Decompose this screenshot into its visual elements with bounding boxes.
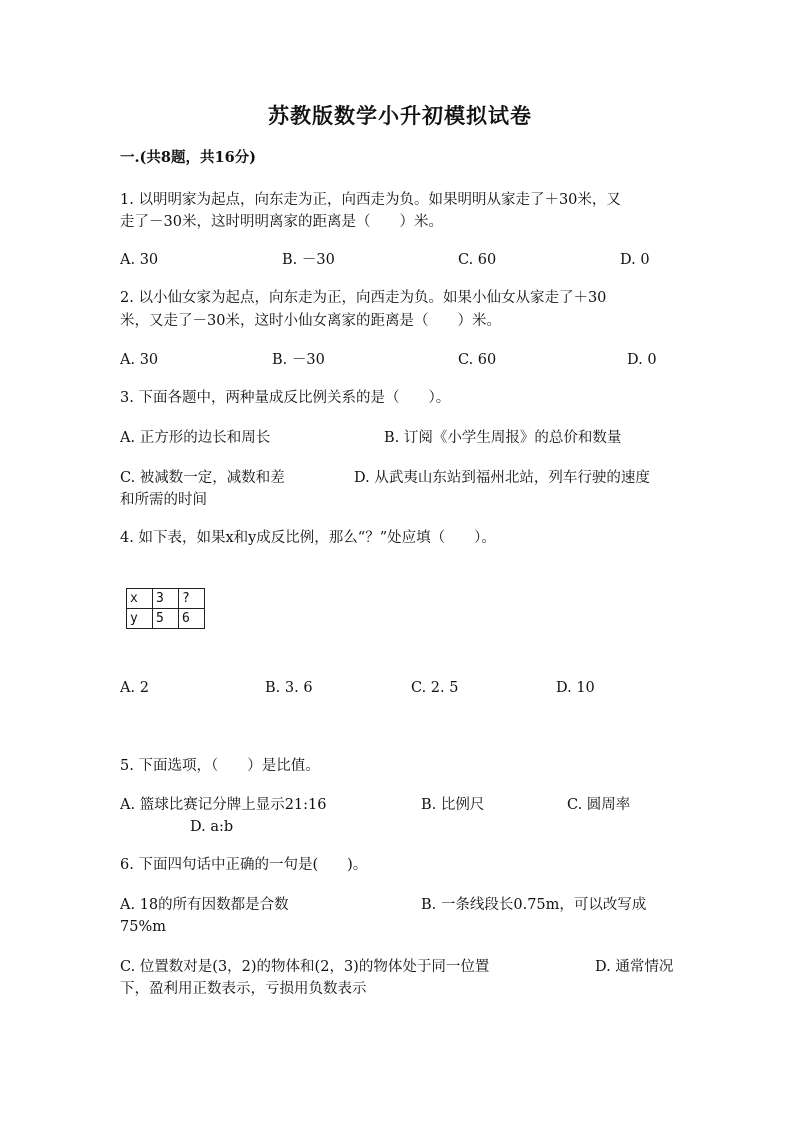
q3-stem: 3. 下面各题中，两种量成反比例关系的是（ ）。 bbox=[120, 390, 451, 406]
q5-option-a[interactable]: A. 篮球比赛记分牌上显示21:16 bbox=[120, 797, 327, 813]
q2-stem-line1: 2. 以小仙女家为起点，向东走为正，向西走为负。如果小仙女从家走了＋30 bbox=[120, 290, 607, 306]
q4-stem: 4. 如下表，如果x和y成反比例，那么“？”处应填（ ）。 bbox=[120, 530, 496, 546]
q1-stem-line2: 走了－30米，这时明明离家的距离是（ ）米。 bbox=[120, 214, 443, 230]
q5-option-d[interactable]: D. a:b bbox=[190, 819, 234, 835]
q6-option-a[interactable]: A. 18的所有因数都是合数 bbox=[120, 897, 289, 913]
q1-option-c[interactable]: C. 60 bbox=[458, 252, 497, 268]
q3-option-d-line1[interactable]: D. 从武夷山东站到福州北站，列车行驶的速度 bbox=[354, 470, 650, 486]
q5-option-c[interactable]: C. 圆周率 bbox=[567, 797, 631, 813]
q6-option-b-line1[interactable]: B. 一条线段长0.75m，可以改写成 bbox=[421, 897, 647, 913]
q4-option-b[interactable]: B. 3. 6 bbox=[265, 680, 313, 696]
table-row bbox=[127, 609, 205, 629]
q4-option-a[interactable]: A. 2 bbox=[120, 680, 149, 696]
table-row bbox=[127, 589, 205, 609]
q4-option-c[interactable]: C. 2. 5 bbox=[411, 680, 459, 696]
table-cell: x bbox=[127, 589, 153, 609]
q6-option-c[interactable]: C. 位置数对是(3，2)的物体和(2，3)的物体处于同一位置 bbox=[120, 959, 490, 975]
q6-option-b-line2[interactable]: 75%m bbox=[120, 919, 166, 935]
q3-option-c[interactable]: C. 被减数一定，减数和差 bbox=[120, 470, 285, 486]
q6-stem: 6. 下面四句话中正确的一句是( )。 bbox=[120, 857, 368, 873]
q2-option-a[interactable]: A. 30 bbox=[120, 352, 159, 368]
q2-option-c[interactable]: C. 60 bbox=[458, 352, 497, 368]
table-cell: 3 bbox=[153, 589, 179, 609]
table-cell: 6 bbox=[179, 609, 205, 629]
q2-option-d[interactable]: D. 0 bbox=[627, 352, 657, 368]
q5-stem: 5. 下面选项，（ ）是比值。 bbox=[120, 758, 320, 774]
q6-option-d-line2[interactable]: 下，盈利用正数表示，亏损用负数表示 bbox=[120, 981, 367, 997]
table-cell: 5 bbox=[153, 609, 179, 629]
table-cell: y bbox=[127, 609, 153, 629]
q1-option-d[interactable]: D. 0 bbox=[620, 252, 650, 268]
q6-option-d-line1[interactable]: D. 通常情况 bbox=[595, 959, 674, 975]
q3-option-b[interactable]: B. 订阅《小学生周报》的总价和数量 bbox=[384, 430, 622, 446]
q3-option-a[interactable]: A. 正方形的边长和周长 bbox=[120, 430, 271, 446]
xy-table bbox=[126, 588, 205, 629]
table-cell: ? bbox=[179, 589, 205, 609]
q2-stem-line2: 米，又走了－30米，这时小仙女离家的距离是（ ）米。 bbox=[120, 313, 501, 329]
q4-option-d[interactable]: D. 10 bbox=[556, 680, 595, 696]
page-title: 苏教版数学小升初模拟试卷 bbox=[268, 103, 532, 128]
q1-option-b[interactable]: B. －30 bbox=[282, 252, 335, 268]
q1-stem-line1: 1. 以明明家为起点，向东走为正，向西走为负。如果明明从家走了＋30米，又 bbox=[120, 192, 621, 208]
section-heading: 一.(共8题，共16分) bbox=[120, 149, 257, 166]
q1-option-a[interactable]: A. 30 bbox=[120, 252, 159, 268]
q2-option-b[interactable]: B. －30 bbox=[272, 352, 325, 368]
q5-option-b[interactable]: B. 比例尺 bbox=[421, 797, 485, 813]
q3-option-d-line2[interactable]: 和所需的时间 bbox=[120, 492, 207, 508]
